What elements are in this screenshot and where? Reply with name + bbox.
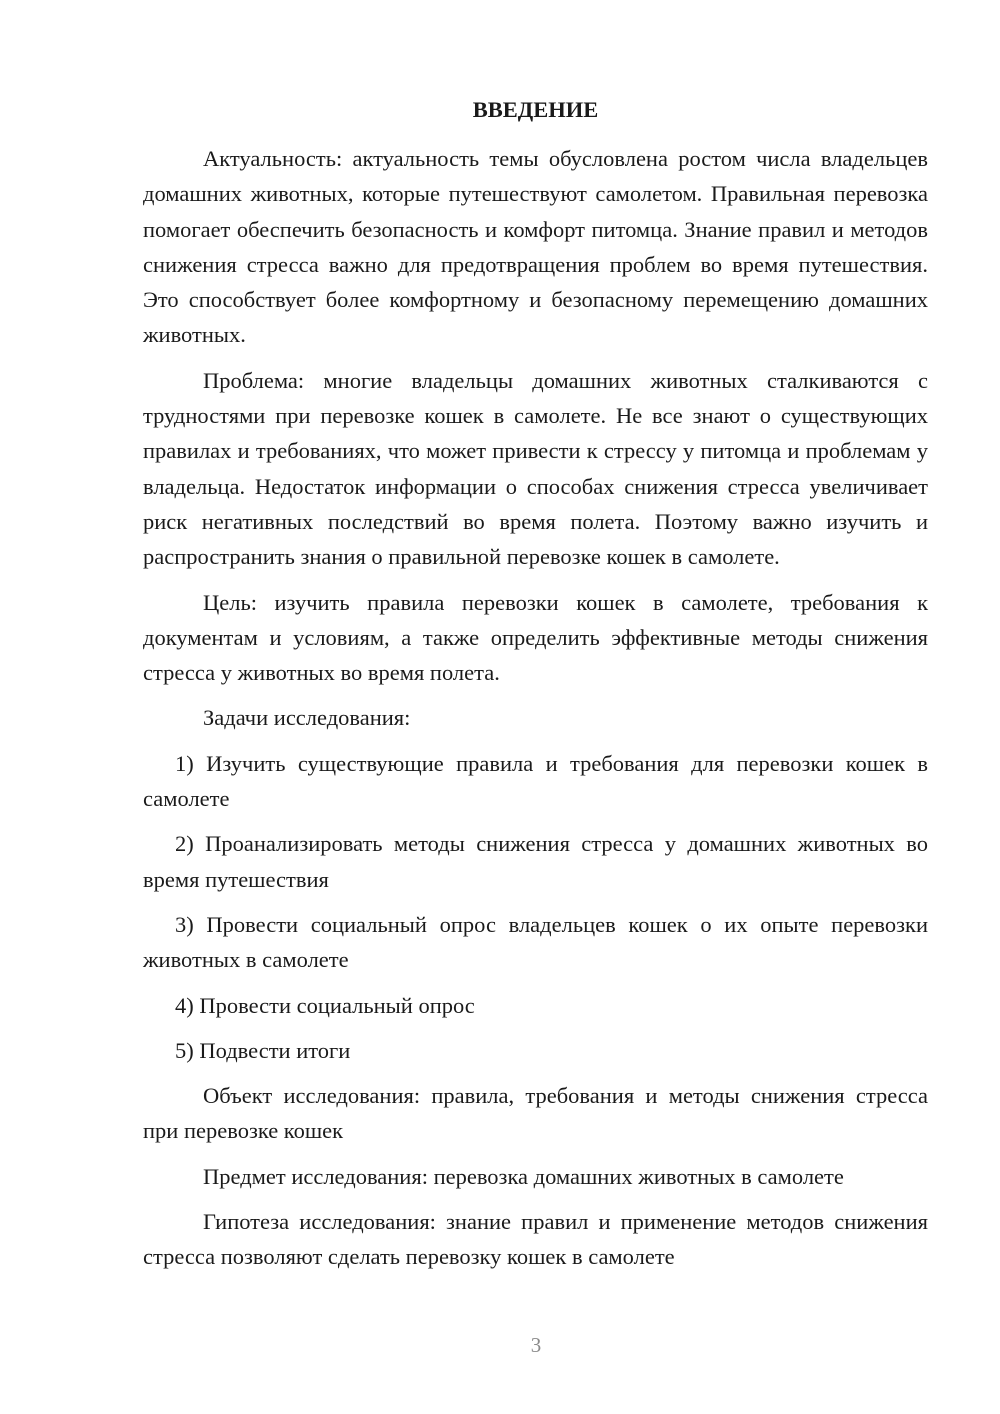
list-item-task-3: 3) Провести социальный опрос владельцев кошек о их опыте перевозки животных в самолете [143, 911, 928, 973]
paragraph-problem: Проблема: многие владельцы домашних животных сталкиваются с трудностями при перевозке кошек в самолете. Не все знают о существующих правилах и требованиях, что может привести к стрессу у питомца и проблемам у владельца. Недостаток информации о способах снижения стресса увеличивает риск негативных последствий во время полета. Поэтому важно изучить и распространить знания о правильной перевозке кошек в самолете. [143, 367, 928, 570]
list-item-task-2: 2) Проанализировать методы снижения стресса у домашних животных во время путешествия [143, 831, 928, 892]
page-number: 3 [530, 1333, 542, 1357]
paragraph-relevance: Актуальность: актуальность темы обусловлена ростом числа владельцев домашних животных, которые путешествуют самолетом. Правильная перевозка помогает обеспечить безопасность и комфорт питомца. Знание правил и методов снижения стресса важно для предотвращения проблем во время путешествия. Это способствует более комфортному и безопасному перемещению домашних животных. [143, 146, 928, 348]
paragraph-subject: Предмет исследования: перевозка домашних животных в самолете [203, 1163, 844, 1189]
list-item-task-1: 1) Изучить существующие правила и требования для перевозки кошек в самолете [143, 750, 928, 812]
list-item-task-4: 4) Провести социальный опрос [175, 992, 475, 1018]
page-body [143, 93, 928, 1275]
paragraph-hypothesis: Гипотеза исследования: знание правил и применение методов снижения стресса позволяют сделать перевозку кошек в самолете [143, 1209, 928, 1270]
list-item-task-5: 5) Подвести итоги [175, 1037, 351, 1063]
paragraph-goal: Цель: изучить правила перевозки кошек в самолете, требования к документам и условиям, а также определить эффективные методы снижения стресса у животных во время полета. [143, 589, 928, 686]
paragraph-tasks-heading: Задачи исследования: [203, 705, 411, 731]
section-title: ВВЕДЕНИЕ [472, 97, 599, 122]
paragraph-object: Объект исследования: правила, требования и методы снижения стресса при перевозке кошек [143, 1083, 928, 1144]
